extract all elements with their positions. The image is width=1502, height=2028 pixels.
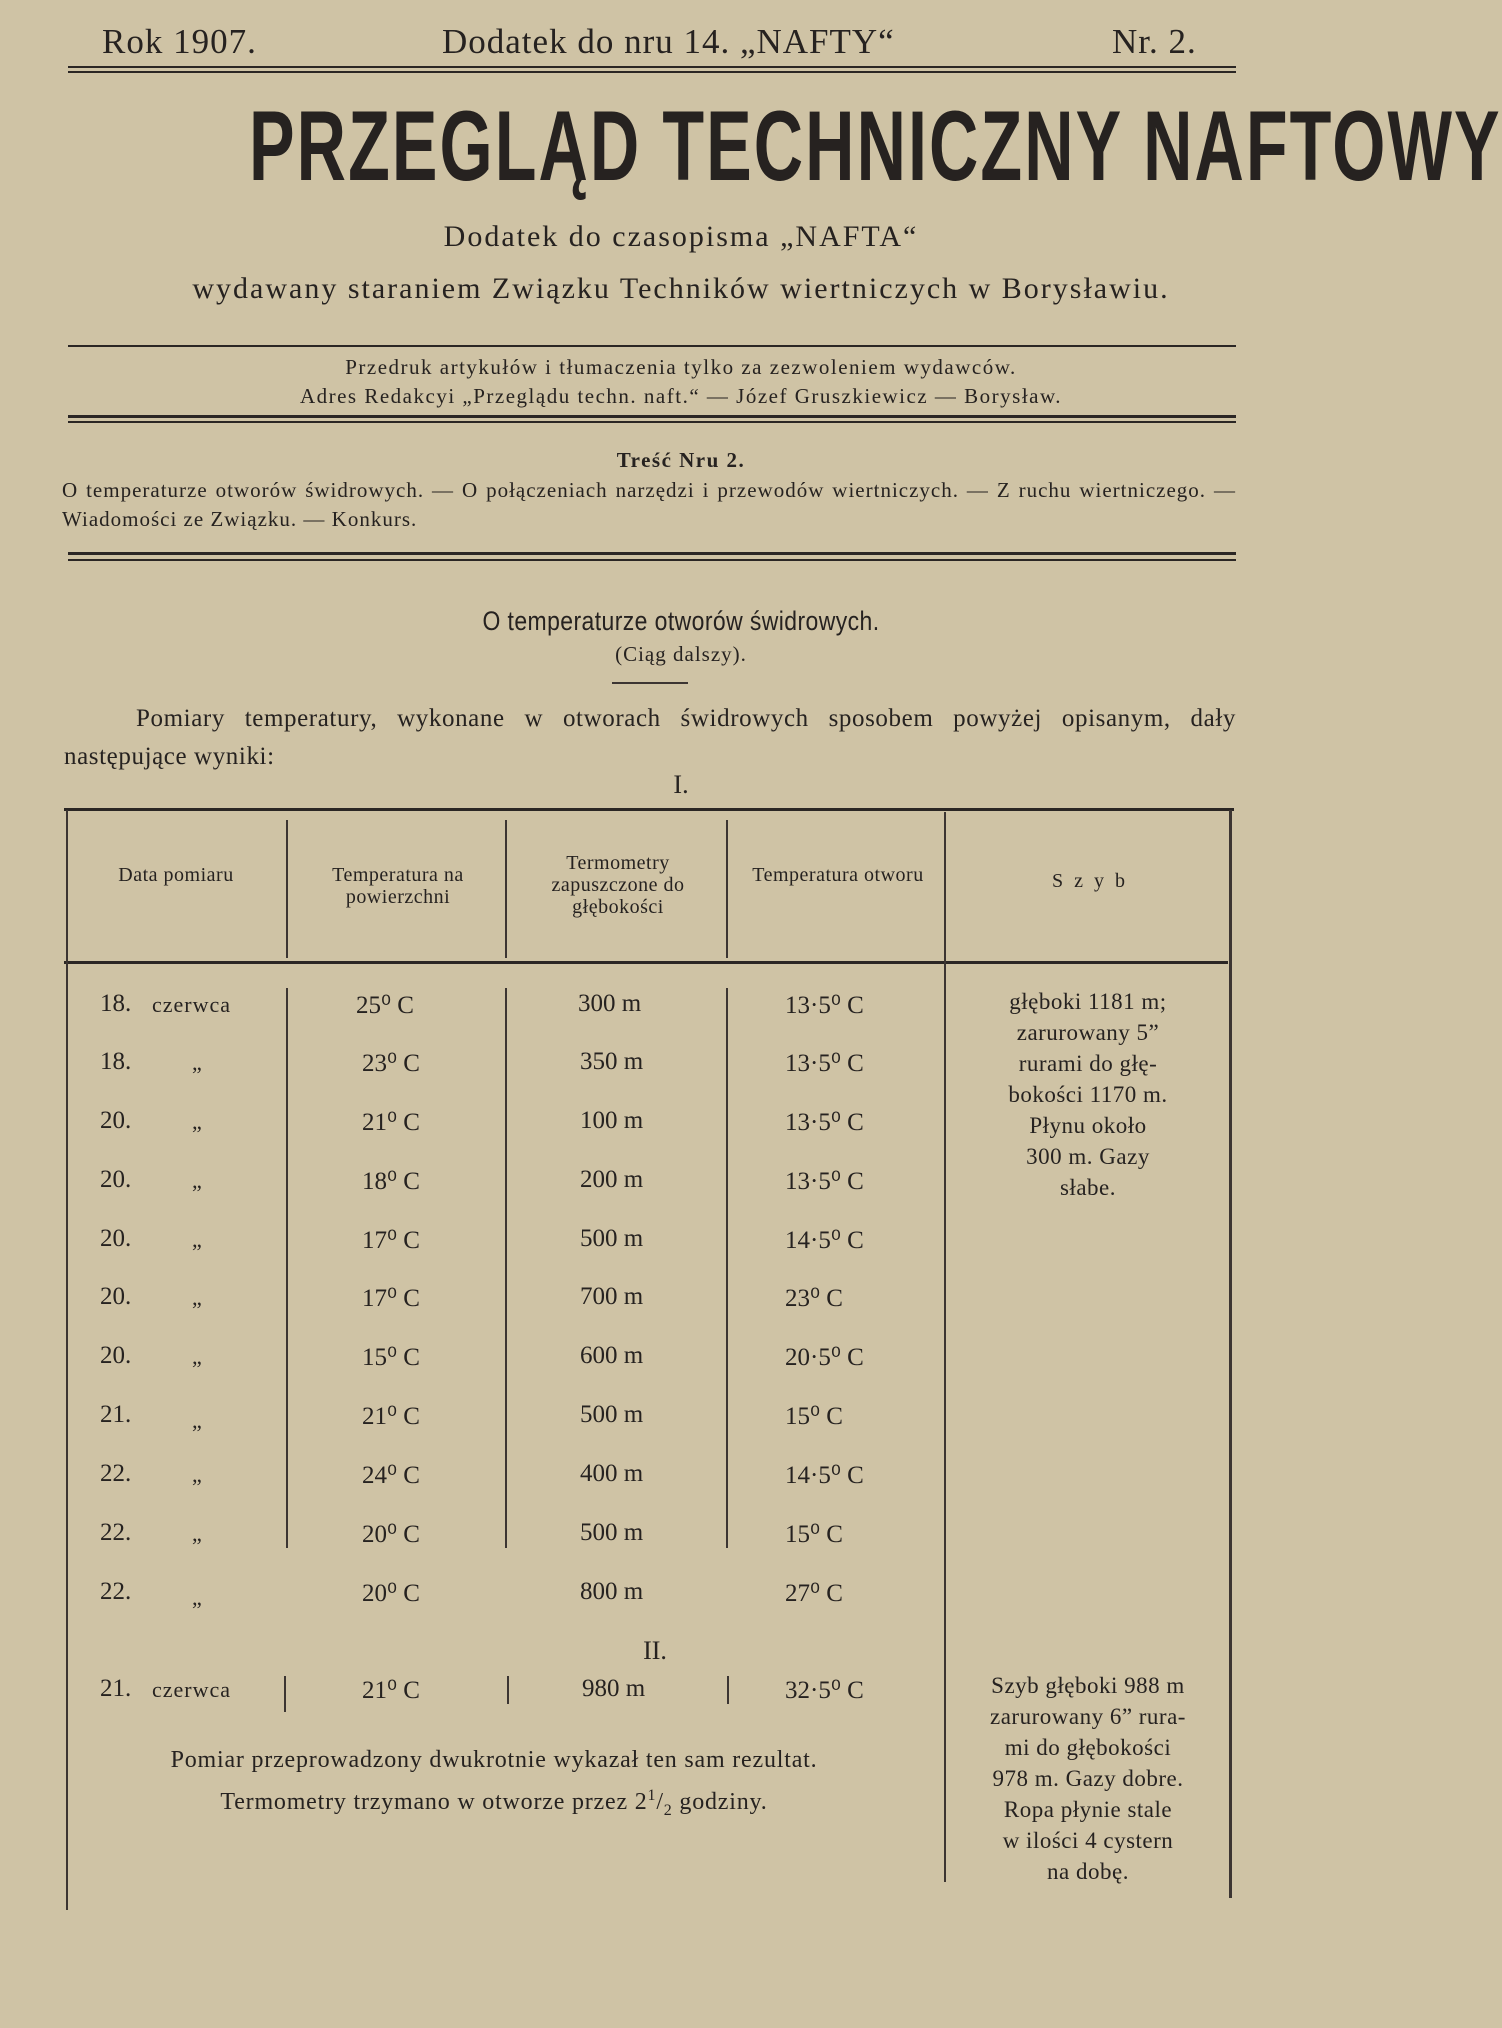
header-shaft: S z y b [1052,870,1128,892]
contents-text: O temperaturze otworów świdrowych. — O połączeniach narzędzi i przewodów wiertniczych. — Z ruchu wiertniczego. — Wiadomości ze Związku. — Konkurs. [62,478,1236,531]
notice-rule-thick [68,415,1236,418]
cell-day: 20. [100,1166,132,1193]
shaft-note-line: na dobę. [1047,1859,1129,1884]
table-top-rule [64,808,1234,811]
shaft-note-line: Płynu około [1029,1113,1147,1138]
cell-depth: 700 m [580,1283,644,1310]
shaft-note-line: bokości 1170 m. [1008,1082,1168,1107]
cell-hole: 13·5⁰ C [785,1168,864,1195]
cell-depth: 980 m [582,1675,646,1702]
journal-publisher: wydawany staraniem Związku Techników wiertniczych w Borysławiu. [192,272,1170,305]
shaft-note-line: zarurowany 5” [1016,1020,1160,1045]
body-divider-1 [286,988,288,1548]
body-divider-2 [505,988,507,1548]
cell-hole: 23⁰ C [785,1285,843,1312]
body-divider-3 [726,988,728,1548]
journal-title: PRZEGLĄD TECHNICZNY NAFTOWY [249,90,1502,201]
notice-rule-thin [68,421,1236,423]
duration-text: Termometry trzymano w otworze przez 2 [220,1789,648,1815]
cell-surface: 21⁰ C [362,1403,420,1430]
table1-label: I. [673,770,689,799]
journal-subtitle: Dodatek do czasopisma „NAFTA“ [443,220,919,253]
cell-depth: 600 m [580,1342,644,1369]
cell-month: „ [192,1109,203,1134]
cell-surface: 24⁰ C [362,1462,420,1489]
cell-day: 22. [100,1460,132,1487]
cell-depth: 500 m [580,1401,644,1428]
shaft-note-1 [950,986,1226,1203]
cell-surface: 25⁰ C [356,992,414,1019]
cell-surface: 23⁰ C [362,1050,420,1077]
fraction-denominator: 2 [663,1801,673,1819]
header-number: Nr. 2. [1112,22,1197,61]
article-title-rule [612,682,688,684]
cell-depth: 400 m [580,1460,644,1487]
cell-depth: 300 m [578,990,642,1017]
masthead-rule [68,345,1236,347]
measurement-note-line-2: Termometry trzymano w otworze przez $2^1/_2$ godziny. [220,1787,768,1819]
cell-hole: 13·5⁰ C [785,1109,864,1136]
cell-month: „ [192,1521,203,1546]
cell-hole: 13·5⁰ C [785,992,864,1019]
cell-surface: 20⁰ C [362,1521,420,1548]
cell-month: „ [192,1585,203,1610]
cell-day: 20. [100,1107,132,1134]
cell-hole: 27⁰ C [785,1580,843,1607]
cell-surface: 15⁰ C [362,1344,420,1371]
shaft-note-line: w ilości 4 cystern [1002,1828,1174,1853]
cell-month: „ [192,1344,203,1369]
duration-unit: godziny. [672,1789,768,1815]
cell-depth: 800 m [580,1578,644,1605]
cell-hole: 14·5⁰ C [785,1462,864,1489]
shaft-note-line: Ropa płynie stale [1003,1797,1173,1822]
cell-month: „ [192,1227,203,1252]
table-right-border [1229,810,1232,1898]
intro-paragraph: Pomiary temperatury, wykonane w otworach świdrowych sposobem powyżej opisanym, dały następujące wyniki: [64,705,1236,770]
cell-day: 20. [100,1283,132,1310]
cell-hole: 15⁰ C [785,1403,843,1430]
header-divider-3 [726,820,728,958]
cell-day: 21. [100,1675,132,1702]
cell-surface: 18⁰ C [362,1168,420,1195]
shaft-note-line: mi do głębokości [1004,1735,1172,1760]
shaft-note-line: 978 m. Gazy dobre. [992,1766,1184,1791]
cell-depth: 350 m [580,1048,644,1075]
row2-divider-1 [284,1676,286,1712]
header-date: Data pomiaru [118,864,234,886]
contents-rule-thick [68,552,1236,555]
shaft-note-line: rurami do głę- [1018,1051,1158,1076]
cell-month: „ [192,1050,203,1075]
cell-hole: 32·5⁰ C [785,1677,864,1704]
cell-surface: 21⁰ C [362,1677,420,1704]
cell-hole: 20·5⁰ C [785,1344,864,1371]
table-header-rule [64,961,1228,964]
article-intro [64,700,1236,776]
cell-depth: 100 m [580,1107,644,1134]
row2-divider-3 [727,1676,729,1704]
cell-month: czerwca [152,1677,232,1702]
article-continued: (Ciąg dalszy). [615,642,747,666]
shaft-note-line: 300 m. Gazy [1026,1144,1150,1169]
article-title: O temperaturze otworów świdrowych. [482,606,880,636]
header-rule-bottom [68,71,1236,73]
cell-surface: 21⁰ C [362,1109,420,1136]
cell-depth: 200 m [580,1166,644,1193]
header-year: Rok 1907. [102,22,257,61]
cell-month: „ [192,1168,203,1193]
cell-depth: 500 m [580,1519,644,1546]
cell-day: 22. [100,1578,132,1605]
cell-month: czerwca [152,992,232,1017]
cell-day: 18. [100,1048,132,1075]
cell-day: 22. [100,1519,132,1546]
fraction-numerator: 1 [647,1787,657,1804]
reprint-notice: Przedruk artykułów i tłumaczenia tylko za zezwoleniem wydawców. [345,355,1017,379]
shaft-note-2 [950,1670,1226,1887]
shaft-note-line: głęboki 1181 m; [1009,989,1167,1014]
header-divider-1 [286,820,288,958]
header-thermometer-depth: Termometry zapuszczone do głębokości [551,852,685,918]
cell-month: „ [192,1285,203,1310]
cell-month: „ [192,1408,203,1433]
editorial-address: Adres Redakcyi „Przeglądu techn. naft.“ — Józef Gruszkiewicz — Borysław. [299,384,1063,408]
cell-month: „ [192,1462,203,1487]
cell-hole: 15⁰ C [785,1521,843,1548]
cell-hole: 13·5⁰ C [785,1050,864,1077]
cell-day: 20. [100,1342,132,1369]
header-rule-top [68,66,1236,68]
header-divider-2 [505,820,507,958]
cell-surface: 20⁰ C [362,1580,420,1607]
row2-divider-2 [507,1676,509,1704]
cell-surface: 17⁰ C [362,1285,420,1312]
contents-rule-thin [68,559,1236,561]
cell-day: 21. [100,1401,132,1428]
cell-depth: 500 m [580,1225,644,1252]
shaft-note-line: zarurowany 6” rura- [990,1704,1186,1729]
cell-surface: 17⁰ C [362,1227,420,1254]
header-surface-temp: Temperatura na powierzchni [332,864,464,908]
cell-day: 18. [100,990,132,1017]
cell-day: 20. [100,1225,132,1252]
shaft-column-divider [944,812,946,1882]
table2-label: II. [643,1636,667,1665]
header-supplement: Dodatek do nru 14. „NAFTY“ [442,22,895,61]
measurement-note [64,1742,924,1829]
shaft-note-line: słabe. [1059,1175,1116,1200]
shaft-note-line: Szyb głęboki 988 m [991,1673,1185,1698]
contents-title: Treść Nru 2. [616,448,746,472]
header-hole-temp: Temperatura otworu [752,864,924,886]
cell-hole: 14·5⁰ C [785,1227,864,1254]
measurement-note-line-1: Pomiar przeprowadzony dwukrotnie wykazał ten sam rezultat. [170,1747,818,1773]
